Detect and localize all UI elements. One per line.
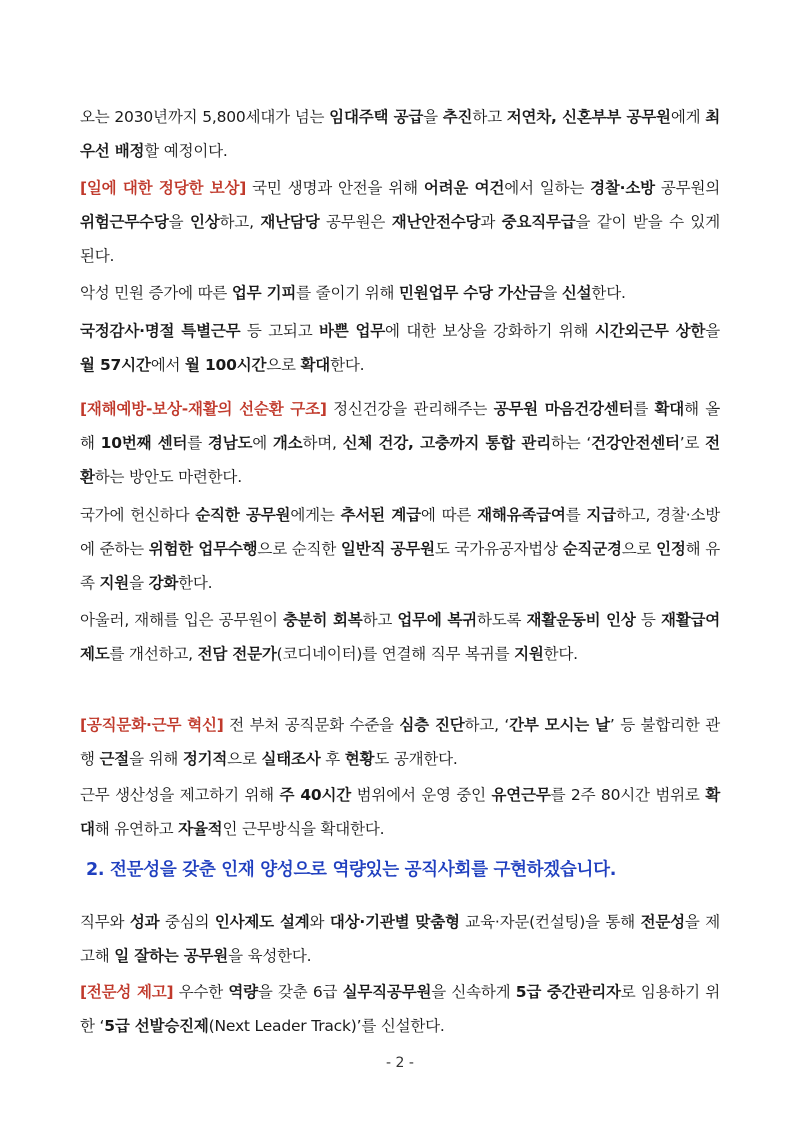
- emphasis-text: 시간외근무 상한: [594, 322, 706, 340]
- emphasis-text: 중요직무급: [501, 213, 576, 231]
- emphasis-text: 강화: [148, 574, 179, 592]
- emphasis-text: 근절: [99, 750, 130, 768]
- emphasis-text: 전문성: [640, 913, 685, 931]
- body-text: 우수한: [173, 983, 229, 1001]
- emphasis-text: 경찰·소방: [590, 179, 655, 197]
- emphasis-text: 10번째 센터: [100, 434, 188, 452]
- body-text: 중심의: [159, 913, 215, 931]
- emphasis-text: 업무 기피: [231, 284, 297, 302]
- emphasis-text: 재활급여 제도: [80, 611, 721, 663]
- body-text: (코디네이터)를 연결해 직무 복귀를: [276, 645, 515, 663]
- emphasis-text: 경남도: [207, 434, 253, 452]
- body-text: 을 갖춘 6급: [257, 983, 343, 1001]
- body-text: 후: [320, 750, 345, 768]
- body-text: 와: [309, 913, 330, 931]
- body-text: 악성 민원 증가에 따른: [80, 284, 232, 302]
- emphasis-text: 인정: [656, 540, 686, 558]
- body-text: 을 같이 받을 수 있게 된다.: [80, 213, 720, 265]
- emphasis-text: 역량: [228, 983, 258, 1001]
- emphasis-text: 민원업무 수당 가산금: [399, 284, 543, 302]
- body-text: 에 따른: [420, 506, 478, 524]
- body-text: 도 국가유공자법상: [434, 540, 563, 558]
- body-text: 한다.: [543, 645, 578, 663]
- emphasis-text: 간부 모시는 날: [509, 716, 610, 734]
- body-text: 하고, 경찰·소방에 준하는: [80, 506, 720, 558]
- body-text: 국가에 헌신하다: [80, 506, 196, 524]
- section-tag: [전문성 제고]: [80, 983, 174, 1001]
- body-text: 근무 생산성을 제고하기 위해: [80, 786, 280, 804]
- emphasis-text: 전담 전문가: [197, 645, 277, 663]
- emphasis-text: 재난안전수당: [391, 213, 481, 231]
- paragraph-flexible-work: [80, 778, 720, 846]
- body-text: 하고,: [219, 213, 261, 231]
- body-text: 하도록: [476, 611, 527, 629]
- emphasis-text: 저연차, 신혼부부 공무원: [506, 108, 671, 126]
- emphasis-text: 어려운 여건: [423, 179, 505, 197]
- emphasis-text: 성과: [129, 913, 160, 931]
- emphasis-text: 유연근무: [491, 786, 551, 804]
- emphasis-text: 실무직공무원: [342, 983, 432, 1001]
- body-text: 과: [480, 213, 502, 231]
- emphasis-text: 충분히 회복: [282, 611, 363, 629]
- body-text: 하는 방안도 마련한다.: [94, 468, 242, 486]
- body-text: 을: [542, 284, 562, 302]
- body-text: 정신건강을 관리해주는: [326, 400, 494, 418]
- body-text: 공무원의: [654, 179, 720, 197]
- body-text: 할 예정이다.: [144, 142, 228, 160]
- emphasis-text: 지원: [99, 574, 130, 592]
- emphasis-text: 신설: [561, 284, 592, 302]
- body-text: 를 줄이기 위해: [296, 284, 399, 302]
- emphasis-text: 위험한 업무수행: [148, 540, 258, 558]
- emphasis-text: 5급 중간관리자: [515, 983, 621, 1001]
- emphasis-text: 지급: [586, 506, 616, 524]
- emphasis-text: 심층 진단: [399, 716, 465, 734]
- body-text: 하는 ‘: [550, 434, 592, 452]
- body-text: 하며,: [302, 434, 343, 452]
- emphasis-text: 국정감사·명절 특별근무: [80, 322, 241, 340]
- body-text: 에서: [150, 356, 185, 374]
- body-text: 에게는: [290, 506, 341, 524]
- emphasis-text: 추진: [442, 108, 473, 126]
- body-text: 해 유연하고: [94, 820, 179, 838]
- body-text: 으로: [266, 356, 301, 374]
- emphasis-text: 공무원 마음건강센터: [493, 400, 634, 418]
- body-text: 전 부처 공직문화 수준을: [223, 716, 400, 734]
- emphasis-text: 재난담당: [260, 213, 320, 231]
- body-text: 도 공개한다.: [374, 750, 458, 768]
- emphasis-text: 정기적: [182, 750, 228, 768]
- body-text: 직무와: [80, 913, 130, 931]
- body-text: 을: [129, 574, 149, 592]
- emphasis-text: 업무에 복귀: [397, 611, 477, 629]
- body-text: 해 올해: [80, 400, 720, 452]
- body-text: 해 유족: [80, 540, 721, 592]
- emphasis-text: 인사제도 설계: [214, 913, 310, 931]
- paragraph-mental-health: [80, 392, 720, 494]
- emphasis-text: 추서된 계급: [340, 506, 421, 524]
- emphasis-text: 자율적: [178, 820, 223, 838]
- body-text: 으로: [621, 540, 657, 558]
- body-text: 한다.: [330, 356, 365, 374]
- body-text: 를 2주 80시간 범위로: [550, 786, 706, 804]
- body-text: 하고, ‘: [464, 716, 510, 734]
- body-text: 를 개선하고,: [109, 645, 198, 663]
- body-text: 을: [705, 322, 720, 340]
- emphasis-text: 5급 선발승진제: [104, 1017, 209, 1035]
- paragraph-rehabilitation: [80, 603, 720, 671]
- body-text: 을 제고해: [80, 913, 720, 965]
- paragraph-fair-compensation: [80, 171, 720, 273]
- paragraph-overtime-limit: [80, 314, 720, 382]
- emphasis-text: 일반직 공무원: [340, 540, 435, 558]
- paragraph-expertise-promotion: [80, 975, 720, 1043]
- body-text: ’로: [679, 434, 706, 452]
- emphasis-text: 개소: [272, 434, 303, 452]
- body-text: 하고: [362, 611, 398, 629]
- emphasis-text: 주 40시간: [279, 786, 352, 804]
- section-tag: [일에 대한 정당한 보상]: [80, 179, 247, 197]
- emphasis-text: 일 잘하는 공무원: [114, 947, 229, 965]
- page-number: - 2 -: [386, 1055, 414, 1071]
- section-tag: [공직문화·근무 혁신]: [80, 716, 224, 734]
- body-text: 등 고되고: [240, 322, 319, 340]
- body-text: 를: [565, 506, 587, 524]
- body-text: 등: [635, 611, 661, 629]
- emphasis-text: 재해유족급여: [477, 506, 566, 524]
- section-heading: 2. 전문성을 갖춘 인재 양성으로 역량있는 공직사회를 구현하겠습니다.: [86, 860, 617, 880]
- emphasis-text: 월 57시간: [80, 356, 151, 374]
- body-text: 을: [168, 213, 190, 231]
- paragraph-civil-complaint-allowance: [80, 276, 720, 310]
- emphasis-text: 대상·기관별 맞춤형: [329, 913, 460, 931]
- paragraph-bereaved-support: [80, 498, 720, 600]
- body-text: ’ 등 불합리한 관행: [80, 716, 720, 768]
- body-text: 를: [187, 434, 208, 452]
- body-text: 을 위해: [129, 750, 183, 768]
- body-text: 범위에서 운영 중인: [351, 786, 492, 804]
- emphasis-text: 확대: [300, 356, 331, 374]
- emphasis-text: 건강안전센터: [591, 434, 680, 452]
- emphasis-text: 최우선 배정: [80, 108, 720, 160]
- body-text: 를: [633, 400, 655, 418]
- body-text: 하고: [472, 108, 507, 126]
- paragraph-expertise-training: [80, 905, 720, 973]
- body-text: 교육·자문(컨설팅)을 통해: [459, 913, 641, 931]
- body-text: 오는 2030년까지 5,800세대가 넘는: [80, 108, 330, 126]
- emphasis-text: 실태조사: [261, 750, 321, 768]
- emphasis-text: 월 100시간: [184, 356, 267, 374]
- body-text: 한다.: [178, 574, 213, 592]
- body-text: 에: [252, 434, 273, 452]
- emphasis-text: 현황: [344, 750, 375, 768]
- emphasis-text: 순직한 공무원: [195, 506, 291, 524]
- paragraph-housing: [80, 100, 720, 168]
- emphasis-text: 지원: [514, 645, 544, 663]
- body-text: 을 육성한다.: [228, 947, 312, 965]
- body-text: 으로: [227, 750, 262, 768]
- body-text: 을 신속하게: [431, 983, 516, 1001]
- body-text: 에 대한 보상을 강화하기 위해: [385, 322, 595, 340]
- body-text: 에서 일하는: [504, 179, 591, 197]
- emphasis-text: 위험근무수당: [80, 213, 169, 231]
- emphasis-text: 순직군경: [562, 540, 622, 558]
- body-text: 으로 순직한: [257, 540, 341, 558]
- body-text: 에게: [670, 108, 706, 126]
- section-tag: [재해예방-보상-재활의 선순환 구조]: [80, 400, 327, 418]
- emphasis-text: 재활운동비 인상: [526, 611, 636, 629]
- body-text: (Next Leader Track)’를 신설한다.: [208, 1017, 445, 1035]
- body-text: 아울러, 재해를 입은 공무원이: [80, 611, 283, 629]
- body-text: 인 근무방식을 확대한다.: [222, 820, 385, 838]
- emphasis-text: 확대: [80, 786, 721, 838]
- body-text: 을: [423, 108, 443, 126]
- body-text: 한다.: [591, 284, 626, 302]
- emphasis-text: 신체 건강, 고충까지 통합 관리: [342, 434, 551, 452]
- body-text: 로 임용하기 위한 ‘: [80, 983, 721, 1035]
- body-text: 공무원은: [319, 213, 392, 231]
- body-text: 국민 생명과 안전을 위해: [246, 179, 424, 197]
- emphasis-text: 확대: [654, 400, 685, 418]
- emphasis-text: 임대주택 공급: [329, 108, 424, 126]
- paragraph-culture-innovation: [80, 708, 720, 776]
- emphasis-text: 인상: [189, 213, 220, 231]
- emphasis-text: 바쁜 업무: [318, 322, 386, 340]
- emphasis-text: 전환: [80, 434, 720, 486]
